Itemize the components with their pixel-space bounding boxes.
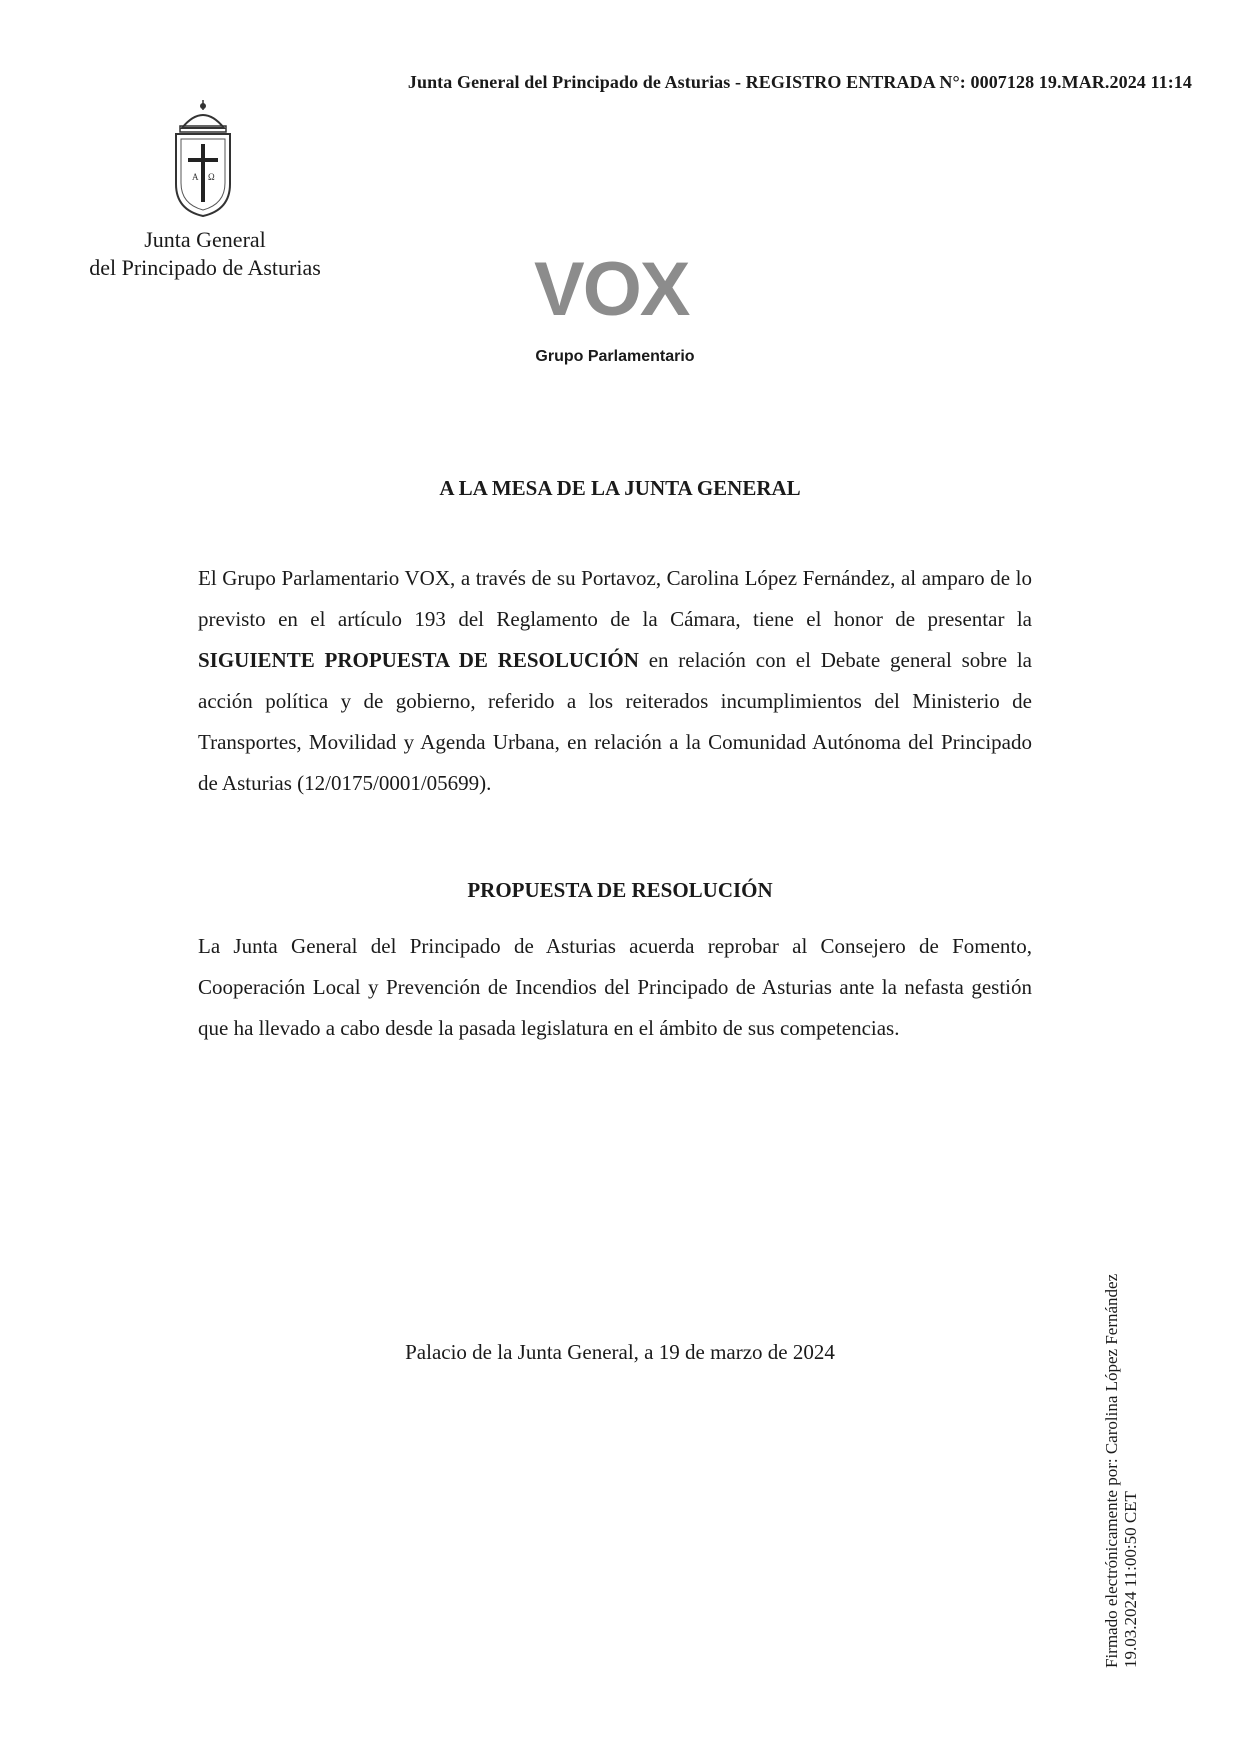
registry-stamp: Junta General del Principado de Asturias - REGISTRO ENTRADA N°: 0007128 19.MAR.2024 11:14 [407, 72, 1192, 92]
institution-name [60, 226, 350, 282]
intro-text-bold: SIGUIENTE PROPUESTA DE RESOLUCIÓN [198, 648, 639, 672]
institution-name-line1: Junta General [144, 227, 266, 252]
resolution-paragraph: La Junta General del Principado de Asturias acuerda reprobar al Consejero de Fomento, Cooperación Local y Prevención de Incendios del Principado de Asturias ante la nefasta gestión que ha llevado a cabo desde la pasada legislatura en el ámbito de sus competencias. [198, 934, 1032, 1040]
intro-paragraph [198, 558, 1032, 804]
signature-line2: 19.03.2024 11:00:50 CET [1121, 1491, 1140, 1668]
svg-text:Ω: Ω [208, 172, 215, 182]
group-label: Grupo Parlamentario [535, 348, 695, 365]
asturias-crest-icon [168, 98, 238, 218]
signature-line1: Firmado electrónicamente por: Carolina López Fernández [1102, 1273, 1121, 1668]
electronic-signature [1102, 1274, 1140, 1668]
closing-place-date: Palacio de la Junta General, a 19 de marzo de 2024 [405, 1340, 835, 1364]
institution-name-line2: del Principado de Asturias [89, 255, 321, 280]
svg-text:A: A [192, 172, 199, 182]
resolution-heading: PROPUESTA DE RESOLUCIÓN [467, 878, 773, 902]
intro-text-part1: El Grupo Parlamentario VOX, a través de su Portavoz, Carolina López Fernández, al amparo de lo previsto en el artículo 193 del Reglamento de la Cámara, tiene el honor de presentar la [198, 566, 1032, 631]
vox-logo: VOX [534, 247, 689, 332]
intro-text-part2: en relación con el Debate general sobre la acción política y de gobierno, referido a los reiterados incumplimientos del Ministerio de Transportes, Movilidad y Agenda Urbana, en relación a la Comunidad Autónoma del Principado de Asturias (12/0175/0001/05699). [198, 648, 1032, 795]
addressee-heading: A LA MESA DE LA JUNTA GENERAL [439, 476, 801, 500]
